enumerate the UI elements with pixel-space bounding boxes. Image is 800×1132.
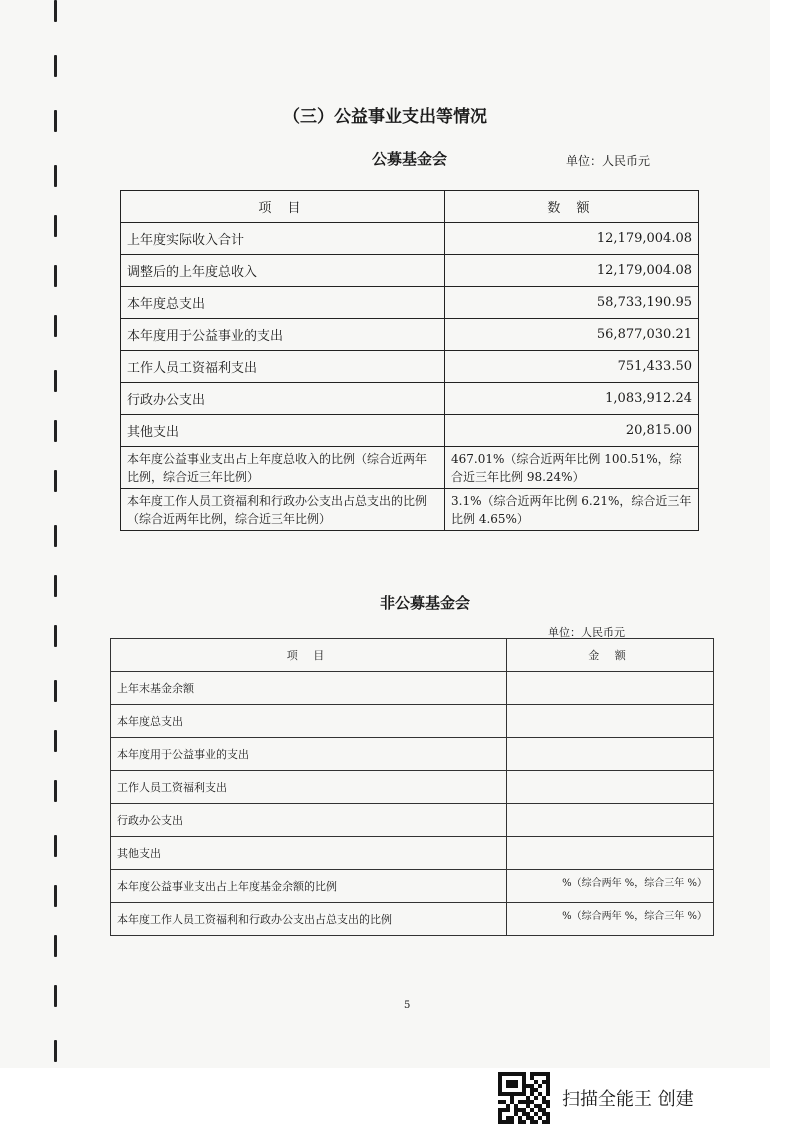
row-label: 行政办公支出 [121,383,445,415]
header-item: 项 目 [111,639,507,672]
table2-title: 非公募基金会 [379,594,470,612]
row-value [507,804,714,837]
row-label: 调整后的上年度总收入 [121,255,445,287]
binding-hole-mark [54,525,57,547]
row-value: %（综合两年 %，综合三年 %） [507,870,714,903]
table-row [121,447,699,489]
binding-hole-mark [54,420,57,442]
row-label: 本年度公益事业支出占上年度总收入的比例（综合近两年比例，综合近三年比例） [121,447,445,489]
public-foundation-table [120,190,699,531]
binding-hole-mark [54,885,57,907]
row-value: 467.01%（综合近两年比例 100.51%，综合近三年比例 98.24%） [445,447,699,489]
binding-hole-mark [54,680,57,702]
scanner-watermark [498,1072,694,1124]
row-value: 58,733,190.95 [445,287,699,319]
row-label: 上年度实际收入合计 [121,223,445,255]
row-value [507,771,714,804]
watermark-text: 扫描全能王 创建 [562,1089,694,1110]
table-row [121,255,699,287]
row-label: 其他支出 [121,415,445,447]
table-row [121,223,699,255]
qr-module [546,1120,550,1124]
row-value: %（综合两年 %，综合三年 %） [507,903,714,936]
binding-hole-mark [54,215,57,237]
table2-unit: 单位：人民币元 [548,626,625,639]
binding-hole-mark [54,985,57,1007]
row-value [507,738,714,771]
row-label: 本年度总支出 [121,287,445,319]
binding-hole-mark [54,265,57,287]
row-label: 本年度用于公益事业的支出 [111,738,507,771]
binding-hole-mark [54,835,57,857]
table-row [121,319,699,351]
table-row [121,489,699,531]
row-value: 12,179,004.08 [445,223,699,255]
binding-hole-mark [54,0,57,22]
row-value [507,837,714,870]
binding-hole-mark [54,935,57,957]
table-row [121,351,699,383]
binding-hole-mark [54,1040,57,1062]
row-value [507,672,714,705]
table1-unit: 单位：人民币元 [566,154,651,168]
page-number: 5 [404,1000,411,1011]
table1-title: 公募基金会 [372,150,448,168]
non-public-foundation-table [110,638,714,936]
header-value: 数 额 [445,191,699,223]
row-label: 行政办公支出 [111,804,507,837]
section-title: （三）公益事业支出等情况 [283,107,487,127]
row-label: 本年度总支出 [111,705,507,738]
table-row [121,383,699,415]
row-label: 其他支出 [111,837,507,870]
binding-hole-mark [54,55,57,77]
header-value: 金 额 [507,639,714,672]
row-value: 1,083,912.24 [445,383,699,415]
binding-hole-mark [54,470,57,492]
table-row [111,870,714,903]
table-row [111,738,714,771]
table-header-row [111,639,714,672]
table-row [121,287,699,319]
table-row [111,705,714,738]
row-value: 56,877,030.21 [445,319,699,351]
table-row [111,771,714,804]
binding-hole-mark [54,625,57,647]
row-value: 12,179,004.08 [445,255,699,287]
binding-hole-mark [54,780,57,802]
table-row [111,672,714,705]
binding-hole-mark [54,370,57,392]
row-value: 20,815.00 [445,415,699,447]
table-row [111,837,714,870]
row-label: 上年末基金余额 [111,672,507,705]
table-row [111,903,714,936]
binding-hole-mark [54,165,57,187]
row-label: 工作人员工资福利支出 [121,351,445,383]
table-row [121,415,699,447]
binding-hole-mark [54,730,57,752]
row-label: 本年度工作人员工资福利和行政办公支出占总支出的比例（综合近两年比例，综合近三年比例） [121,489,445,531]
binding-hole-mark [54,315,57,337]
row-value: 3.1%（综合近两年比例 6.21%，综合近三年比例 4.65%） [445,489,699,531]
row-label: 本年度公益事业支出占上年度基金余额的比例 [111,870,507,903]
header-item: 项 目 [121,191,445,223]
qr-code-icon [498,1072,550,1124]
row-label: 工作人员工资福利支出 [111,771,507,804]
row-label: 本年度工作人员工资福利和行政办公支出占总支出的比例 [111,903,507,936]
table-header-row [121,191,699,223]
row-value [507,705,714,738]
row-label: 本年度用于公益事业的支出 [121,319,445,351]
table-row [111,804,714,837]
row-value: 751,433.50 [445,351,699,383]
binding-holes [52,0,62,1068]
